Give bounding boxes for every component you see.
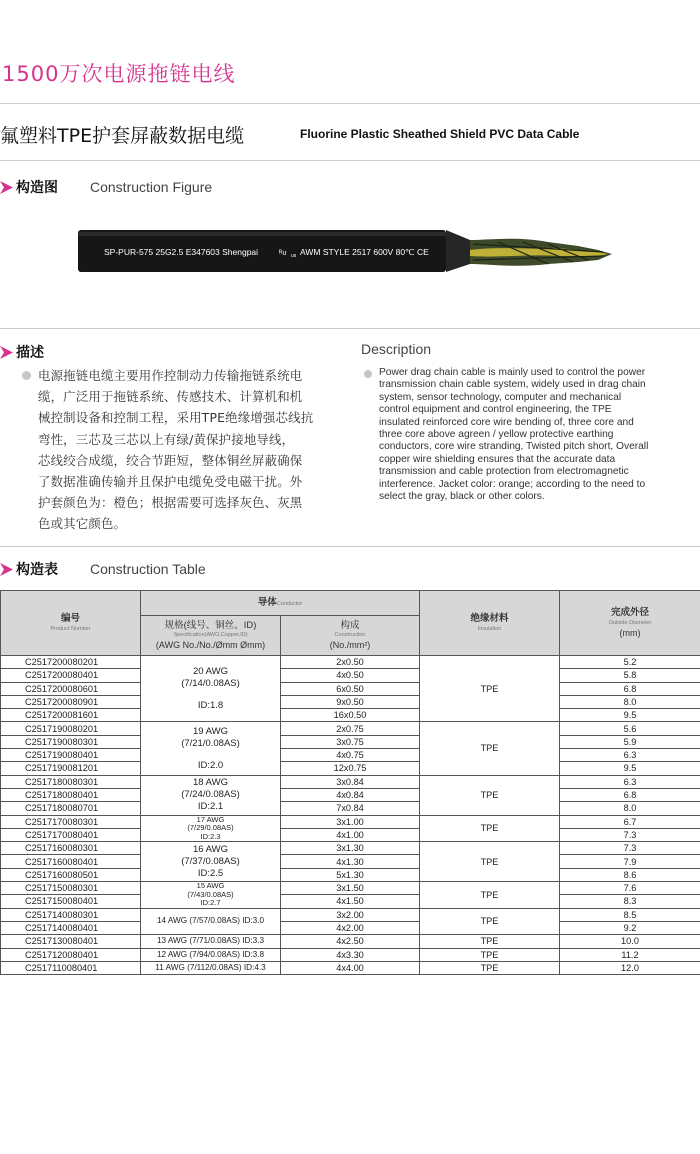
specification-line: ID:2.3 bbox=[200, 831, 221, 841]
table-row bbox=[1, 802, 700, 815]
table-row bbox=[1, 709, 700, 722]
bullet-icon bbox=[22, 371, 31, 380]
cable-print-2: AWM STYLE 2517 600V 80℃ CE bbox=[300, 247, 429, 257]
construction-cell: 3x1.00 bbox=[281, 815, 420, 828]
ul-mark: ᴿᴜ bbox=[279, 248, 287, 257]
table-row bbox=[1, 828, 700, 841]
description-line: 械控制设备和控制工程，采用TPE绝缘增强芯线抗 bbox=[38, 410, 314, 426]
specification-line: 19 AWG bbox=[192, 725, 229, 737]
divider bbox=[0, 160, 700, 161]
specification-line: 17 AWG bbox=[196, 815, 225, 824]
table-row bbox=[1, 895, 700, 908]
product-number-cell: C2517190080401 bbox=[1, 749, 141, 762]
product-number-cell: C2517180080701 bbox=[1, 802, 141, 815]
insulation-cell: TPE bbox=[420, 935, 560, 948]
product-number-cell: C2517160080301 bbox=[1, 842, 141, 855]
construction-cell: 4x2.50 bbox=[281, 935, 420, 948]
construction-cell: 4x4.00 bbox=[281, 961, 420, 974]
product-number-cell: C2517150080401 bbox=[1, 895, 141, 908]
description-line: 弯性，三芯及三芯以上有绿/黄保护接地导线， bbox=[38, 431, 295, 447]
specification-cell bbox=[141, 775, 281, 815]
divider bbox=[0, 546, 700, 547]
insulation-cell: TPE bbox=[420, 656, 560, 722]
insulation-cell: TPE bbox=[420, 842, 560, 882]
table-row bbox=[1, 762, 700, 775]
outside-diameter-cell: 9.5 bbox=[560, 762, 700, 775]
header-od-cn: 完成外径 bbox=[610, 607, 649, 619]
table-row bbox=[1, 775, 700, 788]
outside-diameter-cell: 5.8 bbox=[560, 669, 700, 682]
insulation-cell: TPE bbox=[420, 961, 560, 974]
construction-table-body bbox=[1, 656, 700, 975]
header-insulation-cn: 绝缘材料 bbox=[470, 613, 509, 625]
construction-cell: 16x0.50 bbox=[281, 709, 420, 722]
outside-diameter-cell: 8.0 bbox=[560, 695, 700, 708]
specification-cell bbox=[141, 961, 281, 974]
specification-cell bbox=[141, 815, 281, 842]
outside-diameter-cell: 8.6 bbox=[560, 868, 700, 881]
product-number-cell: C2517190081201 bbox=[1, 762, 141, 775]
product-number-cell: C2517170080401 bbox=[1, 828, 141, 841]
product-number-cell: C2517200080901 bbox=[1, 695, 141, 708]
outside-diameter-cell: 6.3 bbox=[560, 775, 700, 788]
description-line: 芯线绞合成缆，绞合节距短，整体铜丝屏蔽确保 bbox=[38, 452, 303, 468]
chevron-right-icon bbox=[0, 181, 13, 194]
outside-diameter-cell: 12.0 bbox=[560, 961, 700, 974]
header-constr-en: Construction bbox=[334, 632, 366, 638]
construction-cell: 4x2.00 bbox=[281, 921, 420, 934]
specification-line: (7/24/0.08AS) bbox=[181, 789, 240, 801]
cable-jacket-cut bbox=[446, 230, 470, 272]
specification-line: 18 AWG bbox=[192, 777, 229, 789]
product-number-cell: C2517200081601 bbox=[1, 709, 141, 722]
table-row bbox=[1, 842, 700, 855]
cable-illustration bbox=[78, 226, 618, 280]
description-line: system, sensor technology, computer and mechanical bbox=[379, 391, 622, 403]
description-line: 了数据准确传输并且保护电缆免受电磁干扰。外 bbox=[38, 474, 303, 490]
specification-line bbox=[141, 750, 280, 760]
product-number-cell: C2517150080301 bbox=[1, 882, 141, 895]
construction-cell: 6x0.50 bbox=[281, 682, 420, 695]
outside-diameter-cell: 8.5 bbox=[560, 908, 700, 921]
specification-line: ID:1.8 bbox=[197, 699, 224, 711]
description-line: conductors, core wire stranding, Twisted pitch short, Overall bbox=[379, 441, 649, 453]
header-insulation-en: Insulation bbox=[477, 625, 502, 632]
construction-cell: 4x0.50 bbox=[281, 669, 420, 682]
insulation-cell: TPE bbox=[420, 815, 560, 842]
outside-diameter-cell: 8.3 bbox=[560, 895, 700, 908]
product-number-cell: C2517160080401 bbox=[1, 855, 141, 868]
description-text-cn bbox=[38, 365, 333, 535]
product-number-cell: C2517170080301 bbox=[1, 815, 141, 828]
header-product-number-cn: 编号 bbox=[60, 613, 80, 625]
description-line: copper wire shielding ensures that the accurate data bbox=[379, 453, 616, 465]
insulation-cell: TPE bbox=[420, 722, 560, 775]
header-spec-en: Specification(AWG,Copper,ID) bbox=[173, 632, 248, 638]
specification-line: (7/21/0.08AS) bbox=[181, 737, 240, 749]
table-row bbox=[1, 948, 700, 961]
outside-diameter-cell: 6.8 bbox=[560, 788, 700, 801]
construction-cell: 3x2.00 bbox=[281, 908, 420, 921]
header-od-unit: (mm) bbox=[619, 627, 641, 638]
construction-cell: 7x0.84 bbox=[281, 802, 420, 815]
specification-line: 13 AWG (7/71/0.08AS) ID:3.3 bbox=[156, 936, 265, 946]
divider bbox=[0, 103, 700, 104]
construction-cell: 2x0.75 bbox=[281, 722, 420, 735]
description-line: 色或其它颜色。 bbox=[38, 516, 127, 532]
construction-cell: 3x0.84 bbox=[281, 775, 420, 788]
product-number-cell: C2517200080401 bbox=[1, 669, 141, 682]
insulation-cell: TPE bbox=[420, 775, 560, 815]
description-line: three core above agreen / yellow protective earthing bbox=[379, 429, 614, 441]
construction-figure-heading-cn: 构造图 bbox=[16, 180, 58, 196]
header-od-en: Outside Diameter bbox=[608, 619, 652, 626]
specification-cell bbox=[141, 842, 281, 882]
construction-table-heading-en: Construction Table bbox=[90, 561, 206, 577]
description-line: 护套颜色为：橙色；根据需要可选择灰色、灰黑 bbox=[38, 495, 303, 511]
construction-cell: 4x1.00 bbox=[281, 828, 420, 841]
product-number-cell: C2517110080401 bbox=[1, 961, 141, 974]
product-number-cell: C2517180080301 bbox=[1, 775, 141, 788]
outside-diameter-cell: 6.3 bbox=[560, 749, 700, 762]
header-constr-unit: (No./mm²) bbox=[329, 640, 371, 650]
table-row bbox=[1, 921, 700, 934]
specification-line: 12 AWG (7/94/0.08AS) ID:3.8 bbox=[156, 949, 265, 959]
construction-cell: 2x0.50 bbox=[281, 656, 420, 669]
header-outside-diameter bbox=[560, 591, 700, 656]
construction-cell: 4x1.30 bbox=[281, 855, 420, 868]
outside-diameter-cell: 7.9 bbox=[560, 855, 700, 868]
table-row bbox=[1, 749, 700, 762]
cable-drawing bbox=[78, 226, 618, 276]
product-title-cn: 氟塑料TPE护套屏蔽数据电缆 bbox=[0, 125, 245, 147]
chevron-right-icon bbox=[0, 346, 13, 359]
construction-figure-heading-en: Construction Figure bbox=[90, 179, 213, 195]
specification-line: 15 AWG bbox=[196, 881, 225, 891]
description-line: transmission chain cable system, widely used in drag chain bbox=[379, 379, 646, 391]
outside-diameter-cell: 7.3 bbox=[560, 828, 700, 841]
outside-diameter-cell: 10.0 bbox=[560, 935, 700, 948]
description-line: control equipment and control engineering, the TPE bbox=[379, 404, 612, 416]
construction-cell: 12x0.75 bbox=[281, 762, 420, 775]
cable-print-1: SP-PUR-575 25G2.5 E347603 Shengpai bbox=[104, 247, 259, 257]
description-heading-en: Description bbox=[361, 341, 432, 357]
table-row bbox=[1, 669, 700, 682]
construction-cell: 4x0.75 bbox=[281, 749, 420, 762]
product-number-cell: C2517140080301 bbox=[1, 908, 141, 921]
table-row bbox=[1, 815, 700, 828]
description-line: 缆，广泛用于拖链系统、传感技术、计算机和机 bbox=[38, 389, 303, 405]
product-number-cell: C2517120080401 bbox=[1, 948, 141, 961]
specification-line: (7/14/0.08AS) bbox=[181, 677, 240, 689]
table-row bbox=[1, 961, 700, 974]
specification-line: (7/43/0.08AS) bbox=[187, 889, 234, 899]
construction-figure-heading bbox=[0, 177, 212, 197]
outside-diameter-cell: 7.3 bbox=[560, 842, 700, 855]
construction-cell: 4x3.30 bbox=[281, 948, 420, 961]
specification-cell bbox=[141, 935, 281, 948]
specification-line: 16 AWG bbox=[192, 843, 229, 855]
insulation-cell: TPE bbox=[420, 908, 560, 935]
specification-line: 11 AWG (7/112/0.08AS) ID:4.3 bbox=[155, 962, 266, 972]
product-title-en: Fluorine Plastic Sheathed Shield PVC Data Cable bbox=[300, 127, 580, 141]
cable-jacket-highlight bbox=[78, 232, 446, 236]
outside-diameter-cell: 9.2 bbox=[560, 921, 700, 934]
table-row bbox=[1, 855, 700, 868]
table-row bbox=[1, 935, 700, 948]
product-number-cell: C2517190080201 bbox=[1, 722, 141, 735]
table-row bbox=[1, 788, 700, 801]
outside-diameter-cell: 6.8 bbox=[560, 682, 700, 695]
header-product-number bbox=[1, 591, 141, 656]
specification-cell bbox=[141, 656, 281, 722]
header-constr-cn: 构成 bbox=[340, 619, 360, 631]
series-title: 1500万次电源拖链电线 bbox=[2, 62, 236, 86]
header-specification bbox=[141, 616, 281, 656]
specification-line: ID:2.1 bbox=[197, 801, 224, 813]
chevron-right-icon bbox=[0, 563, 13, 576]
outside-diameter-cell: 5.6 bbox=[560, 722, 700, 735]
product-number-cell: C2517200080601 bbox=[1, 682, 141, 695]
bullet-icon bbox=[364, 370, 372, 378]
header-product-number-en: Product Number bbox=[50, 625, 91, 632]
construction-table-heading-cn: 构造表 bbox=[16, 562, 58, 578]
description-line: 电源拖链电缆主要用作控制动力传输拖链系统电 bbox=[38, 368, 303, 383]
specification-line: ID:2.7 bbox=[200, 898, 221, 908]
construction-cell: 3x1.30 bbox=[281, 842, 420, 855]
table-row bbox=[1, 682, 700, 695]
outside-diameter-cell: 8.0 bbox=[560, 802, 700, 815]
outside-diameter-cell: 7.6 bbox=[560, 882, 700, 895]
description-line: interference. Jacket color: orange; according to the need to bbox=[379, 478, 646, 490]
construction-cell: 4x1.50 bbox=[281, 895, 420, 908]
description-line: transmission and cable protection from electromagnetic bbox=[379, 466, 629, 478]
outside-diameter-cell: 9.5 bbox=[560, 709, 700, 722]
header-spec-cn: 规格(线号、铜丝、ID) bbox=[164, 619, 257, 631]
header-conductor-cn: 导体 bbox=[257, 597, 277, 609]
specification-line: 14 AWG (7/57/0.08AS) ID:3.0 bbox=[156, 916, 265, 926]
table-row bbox=[1, 868, 700, 881]
construction-cell: 3x0.75 bbox=[281, 735, 420, 748]
table-row bbox=[1, 908, 700, 921]
header-construction bbox=[281, 616, 420, 656]
description-line: Power drag chain cable is mainly used to control the power bbox=[379, 367, 646, 378]
header-conductor-en: Conductor bbox=[276, 601, 303, 608]
specification-cell bbox=[141, 882, 281, 909]
table-row bbox=[1, 735, 700, 748]
outside-diameter-cell: 5.9 bbox=[560, 735, 700, 748]
specification-line bbox=[141, 690, 280, 700]
outside-diameter-cell: 5.2 bbox=[560, 656, 700, 669]
product-number-cell: C2517180080401 bbox=[1, 788, 141, 801]
product-number-cell: C2517190080301 bbox=[1, 735, 141, 748]
table-row bbox=[1, 882, 700, 895]
specification-cell bbox=[141, 948, 281, 961]
construction-table bbox=[0, 590, 700, 975]
description-line: select the gray, black or other colors. bbox=[379, 491, 545, 503]
header-spec-unit: (AWG No./No./Ømm Ømm) bbox=[155, 640, 266, 650]
specification-line: ID:2.0 bbox=[197, 759, 224, 771]
product-number-cell: C2517160080501 bbox=[1, 868, 141, 881]
insulation-cell: TPE bbox=[420, 948, 560, 961]
specification-cell bbox=[141, 722, 281, 775]
table-row bbox=[1, 656, 700, 669]
outside-diameter-cell: 11.2 bbox=[560, 948, 700, 961]
divider bbox=[0, 328, 700, 329]
description-line: insulated reinforced core wire bending of, three core and bbox=[379, 416, 634, 428]
specification-line: ID:2.5 bbox=[197, 867, 224, 879]
construction-cell: 5x1.30 bbox=[281, 868, 420, 881]
specification-cell bbox=[141, 908, 281, 935]
header-conductor bbox=[141, 591, 420, 616]
construction-table-heading bbox=[0, 559, 206, 579]
construction-cell: 3x1.50 bbox=[281, 882, 420, 895]
header-insulation bbox=[420, 591, 560, 656]
product-number-cell: C2517200080201 bbox=[1, 656, 141, 669]
table-row bbox=[1, 695, 700, 708]
construction-cell: 4x0.84 bbox=[281, 788, 420, 801]
description-heading bbox=[0, 342, 44, 362]
ul-us-mark: us bbox=[291, 253, 297, 259]
product-number-cell: C2517130080401 bbox=[1, 935, 141, 948]
description-heading-cn: 描述 bbox=[16, 345, 44, 361]
description-text-en bbox=[379, 367, 697, 503]
specification-line: (7/29/0.08AS) bbox=[187, 823, 234, 833]
specification-line: 20 AWG bbox=[192, 665, 229, 677]
table-row bbox=[1, 722, 700, 735]
product-number-cell: C2517140080401 bbox=[1, 921, 141, 934]
construction-cell: 9x0.50 bbox=[281, 695, 420, 708]
specification-line: (7/37/0.08AS) bbox=[181, 855, 240, 867]
outside-diameter-cell: 6.7 bbox=[560, 815, 700, 828]
insulation-cell: TPE bbox=[420, 882, 560, 909]
